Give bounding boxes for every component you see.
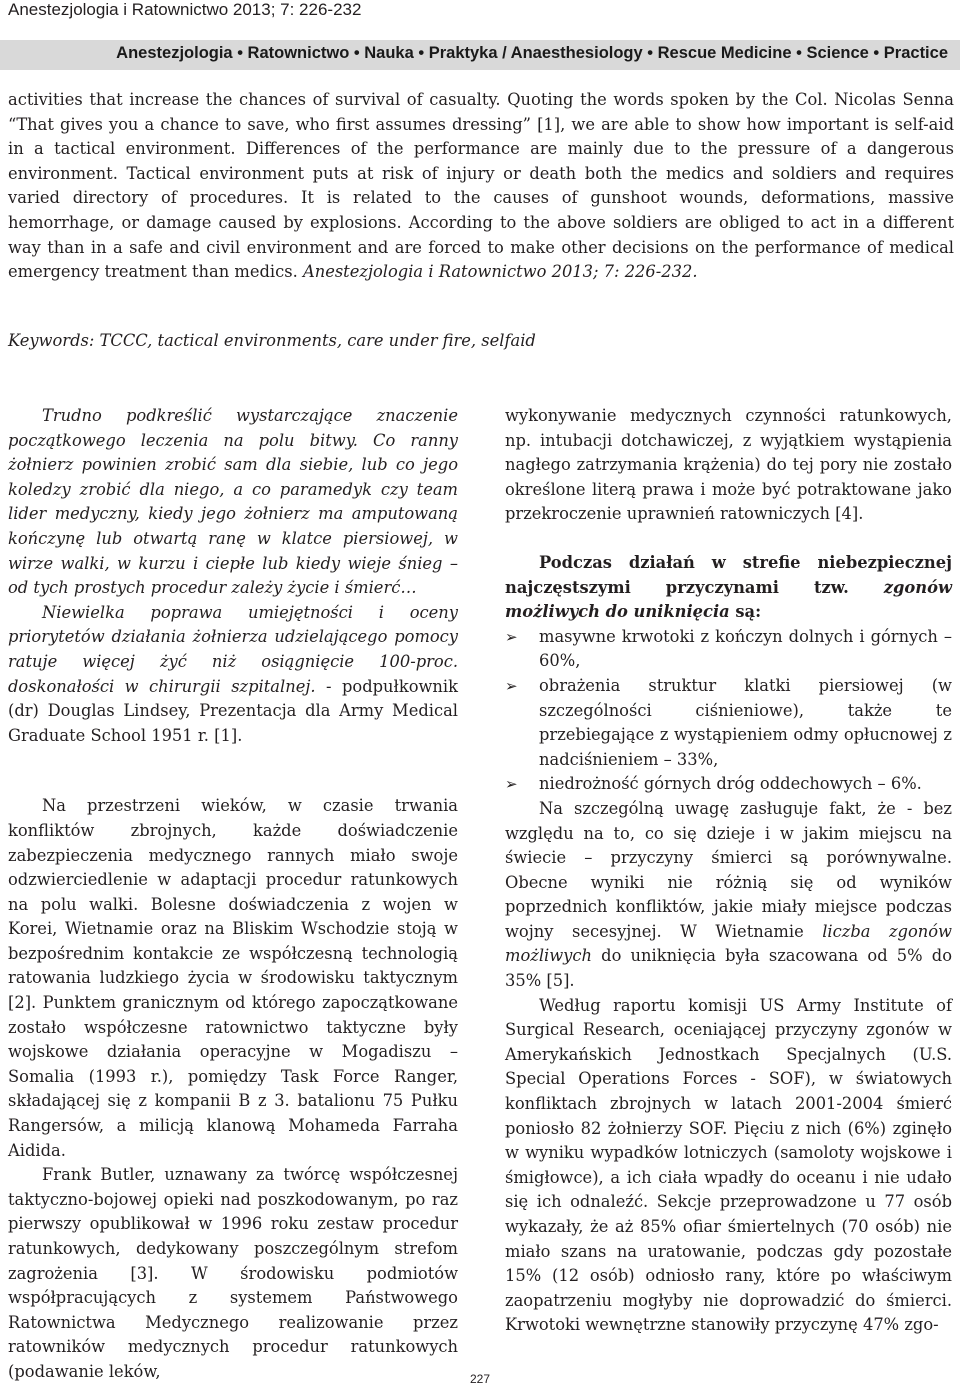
body-paragraph-1: Na przestrzeni wieków, w czasie trwania konfliktów zbrojnych, każde doświadczenie zabezpieczenia medycznego rannych miało swoje odzwierciedlenie w adaptacji procedur ratunkowych na polu walki. Bolesne doświadczenia z wojen w Korei, Wietnamie oraz na Bliskim Wschodzie stoją w bezpośrednim kontakcie ze współczesną technologią ratowania ludzkiego życia w środowisku taktycznym [2]. Punktem granicznym od którego zapoczątkowane zostało współczesne ratownictwo taktyczne były wojskowe działania operacyjne w Mogadiszu – Somalia (1993 r.), pomiędzy Task Force Ranger, składającej się z kompanii B z 3. batalionu 75 Pułku Rangersów, a milicją klanową Mohameda Farraha Aidida. <box>8 796 458 1160</box>
list-item: ➢ obrażenia struktur klatki piersiowej (w szczególności ciśnieniowe), także te przebiegające z wystąpieniem odmy opłucnowej z nadciśnieniem – 33%, <box>505 675 952 769</box>
keywords: Keywords: TCCC, tactical environments, care under fire, selfaid <box>8 331 536 350</box>
heading-italic: zgonów możliwych do uniknięcia <box>505 577 952 622</box>
heading-end: są: <box>729 602 762 622</box>
body-paragraph-2: Frank Butler, uznawany za twórcę współczesnej taktyczno-bojowej opieki nad poszkodowanym, po raz pierwszy opublikował w 1996 roku zestaw procedur ratunkowych, dedykowany poszczególnym strefom zagrożenia [3]. W środowisku podmiotów współpracujących z systemem Państwowego Ratownictwa Medycznego realizowanie przez ratowników medycznych procedur ratunkowych (podawanie leków, <box>8 1165 458 1381</box>
right-paragraph-0: wykonywanie medycznych czynności ratunkowych, np. intubacji dotchawiczej, z wyjątkiem wystąpienia nagłego zatrzymania krążenia) do tej pory nie zostało określone literą prawa i może być potraktowane jako przekroczenie uprawnień ratowniczych [4]. <box>505 406 952 524</box>
list-item: ➢ niedrożność górnych dróg oddechowych – 6%. <box>505 772 952 797</box>
left-column <box>8 404 458 1385</box>
journal-banner-text: Anestezjologia • Ratownictwo • Nauka • Praktyka / Anaesthesiology • Rescue Medicine • Science • Practice <box>116 44 948 62</box>
arrow-bullet-icon: ➢ <box>505 775 518 794</box>
page-number: 227 <box>469 1372 491 1386</box>
journal-banner <box>0 40 960 70</box>
right-paragraph-2: Według raportu komisji US Army Institute of Surgical Research, oceniającej przyczyny zgonów w Amerykańskich Jednostkach Specjalnych (U.S. Special Operations Forces - SOF), w światowych konfliktach zbrojnych w latach 2001-2004 śmierć poniosło 82 żołnierzy SOF. Pięciu z nich (6%) zginęło w wyniku wypadków lotniczych (samoloty wojskowe i śmigłowce), a ich ciała wpadły do oceanu i nie udało się ich odnaleźć. Sekcje przeprowadzone u 77 osób wykazały, że aż 85% ofiar śmiertelnych (70 osób) nie miało szans na uratowanie, podczas gdy pozostałe 15% (12 osób) odniosło rany, które po właściwym zaopatrzeniu mogłyby nie doprowadzić do śmierci. Krwotoki wewnętrzne stanowiły przyczynę 47% zgo- <box>505 995 952 1335</box>
epigraph-attribution: - podpułkownik (dr) Douglas Lindsey, Prezentacja dla Army Medical Graduate School 1951 r. [1]. <box>8 676 458 745</box>
cause-list <box>505 625 952 797</box>
abstract-text: activities that increase the chances of survival of casualty. Quoting the words spoken by the Col. Nicolas Senna “That gives you a chance to save, who first assumes dressing” [1], we are able to show how important is self-aid in a tactical environment. Differences of the performance are mainly due to the pressure of a dangerous environment. Tactical environment puts at risk of injury or death both the medics and soldiers and requires varied directory of procedures. It is related to the causes of gunshoot wounds, deformations, massive hemorrhage, or damage caused by explosions. According to the above soldiers are obliged to act in a different way than in a safe and civil environment and are forced to make other decisions on the performance of medical emergency treatment than medics. <box>8 90 954 282</box>
abstract <box>8 88 954 285</box>
running-citation: Anestezjologia i Ratownictwo 2013; 7: 226-232 <box>8 0 362 19</box>
abstract-citation: Anestezjologia i Ratownictwo 2013; 7: 226-232. <box>302 262 698 282</box>
section-heading <box>505 551 952 625</box>
right-paragraph-1: Na szczególną uwagę zasługuje fakt, że - bez względu na to, co się dzieje i w jakim miejscu na świecie – przyczyny śmierci są porównywalne. Obecne wyniki nie różnią się od wyników poprzednich konfliktów, jakie miały miejsce podczas wojny secesyjnej. W Wietnamie liczba zgonów możliwych do uniknięcia była szacowana od 5% do 35% [5]. <box>505 798 952 991</box>
arrow-bullet-icon: ➢ <box>505 627 518 646</box>
epigraph-quote-2: Niewielka poprawa umiejętności i oceny priorytetów działania żołnierza udzielającego pomocy ratuje więcej żyć niż osiągnięcie 100-proc. doskonałości w chirurgii szpitalnej. <box>8 602 458 696</box>
right-column <box>505 404 952 1338</box>
epigraph-quote: Trudno podkreślić wystarczające znaczenie początkowego leczenia na polu bitwy. Co ranny żołnierz powinien zrobić sam dla siebie, lub co jego koledzy zrobić dla niego, a co paramedyk czy team lider medyczny, kiedy jego żołnierz ma amputowaną kończynę lub otwartą ranę w klatce piersiowej, w wirze walki, w kurzu i ciepłe lub kiedy wieje śnieg – od tych prostych procedur zależy życie i śmierć… <box>8 406 458 598</box>
arrow-bullet-icon: ➢ <box>505 676 518 695</box>
list-item: ➢ masywne krwotoki z kończyn dolnych i górnych – 60%, <box>505 626 952 671</box>
heading-bold: Podczas działań w strefie niebezpiecznej najczęstszymi przyczynami tzw. <box>505 552 952 597</box>
